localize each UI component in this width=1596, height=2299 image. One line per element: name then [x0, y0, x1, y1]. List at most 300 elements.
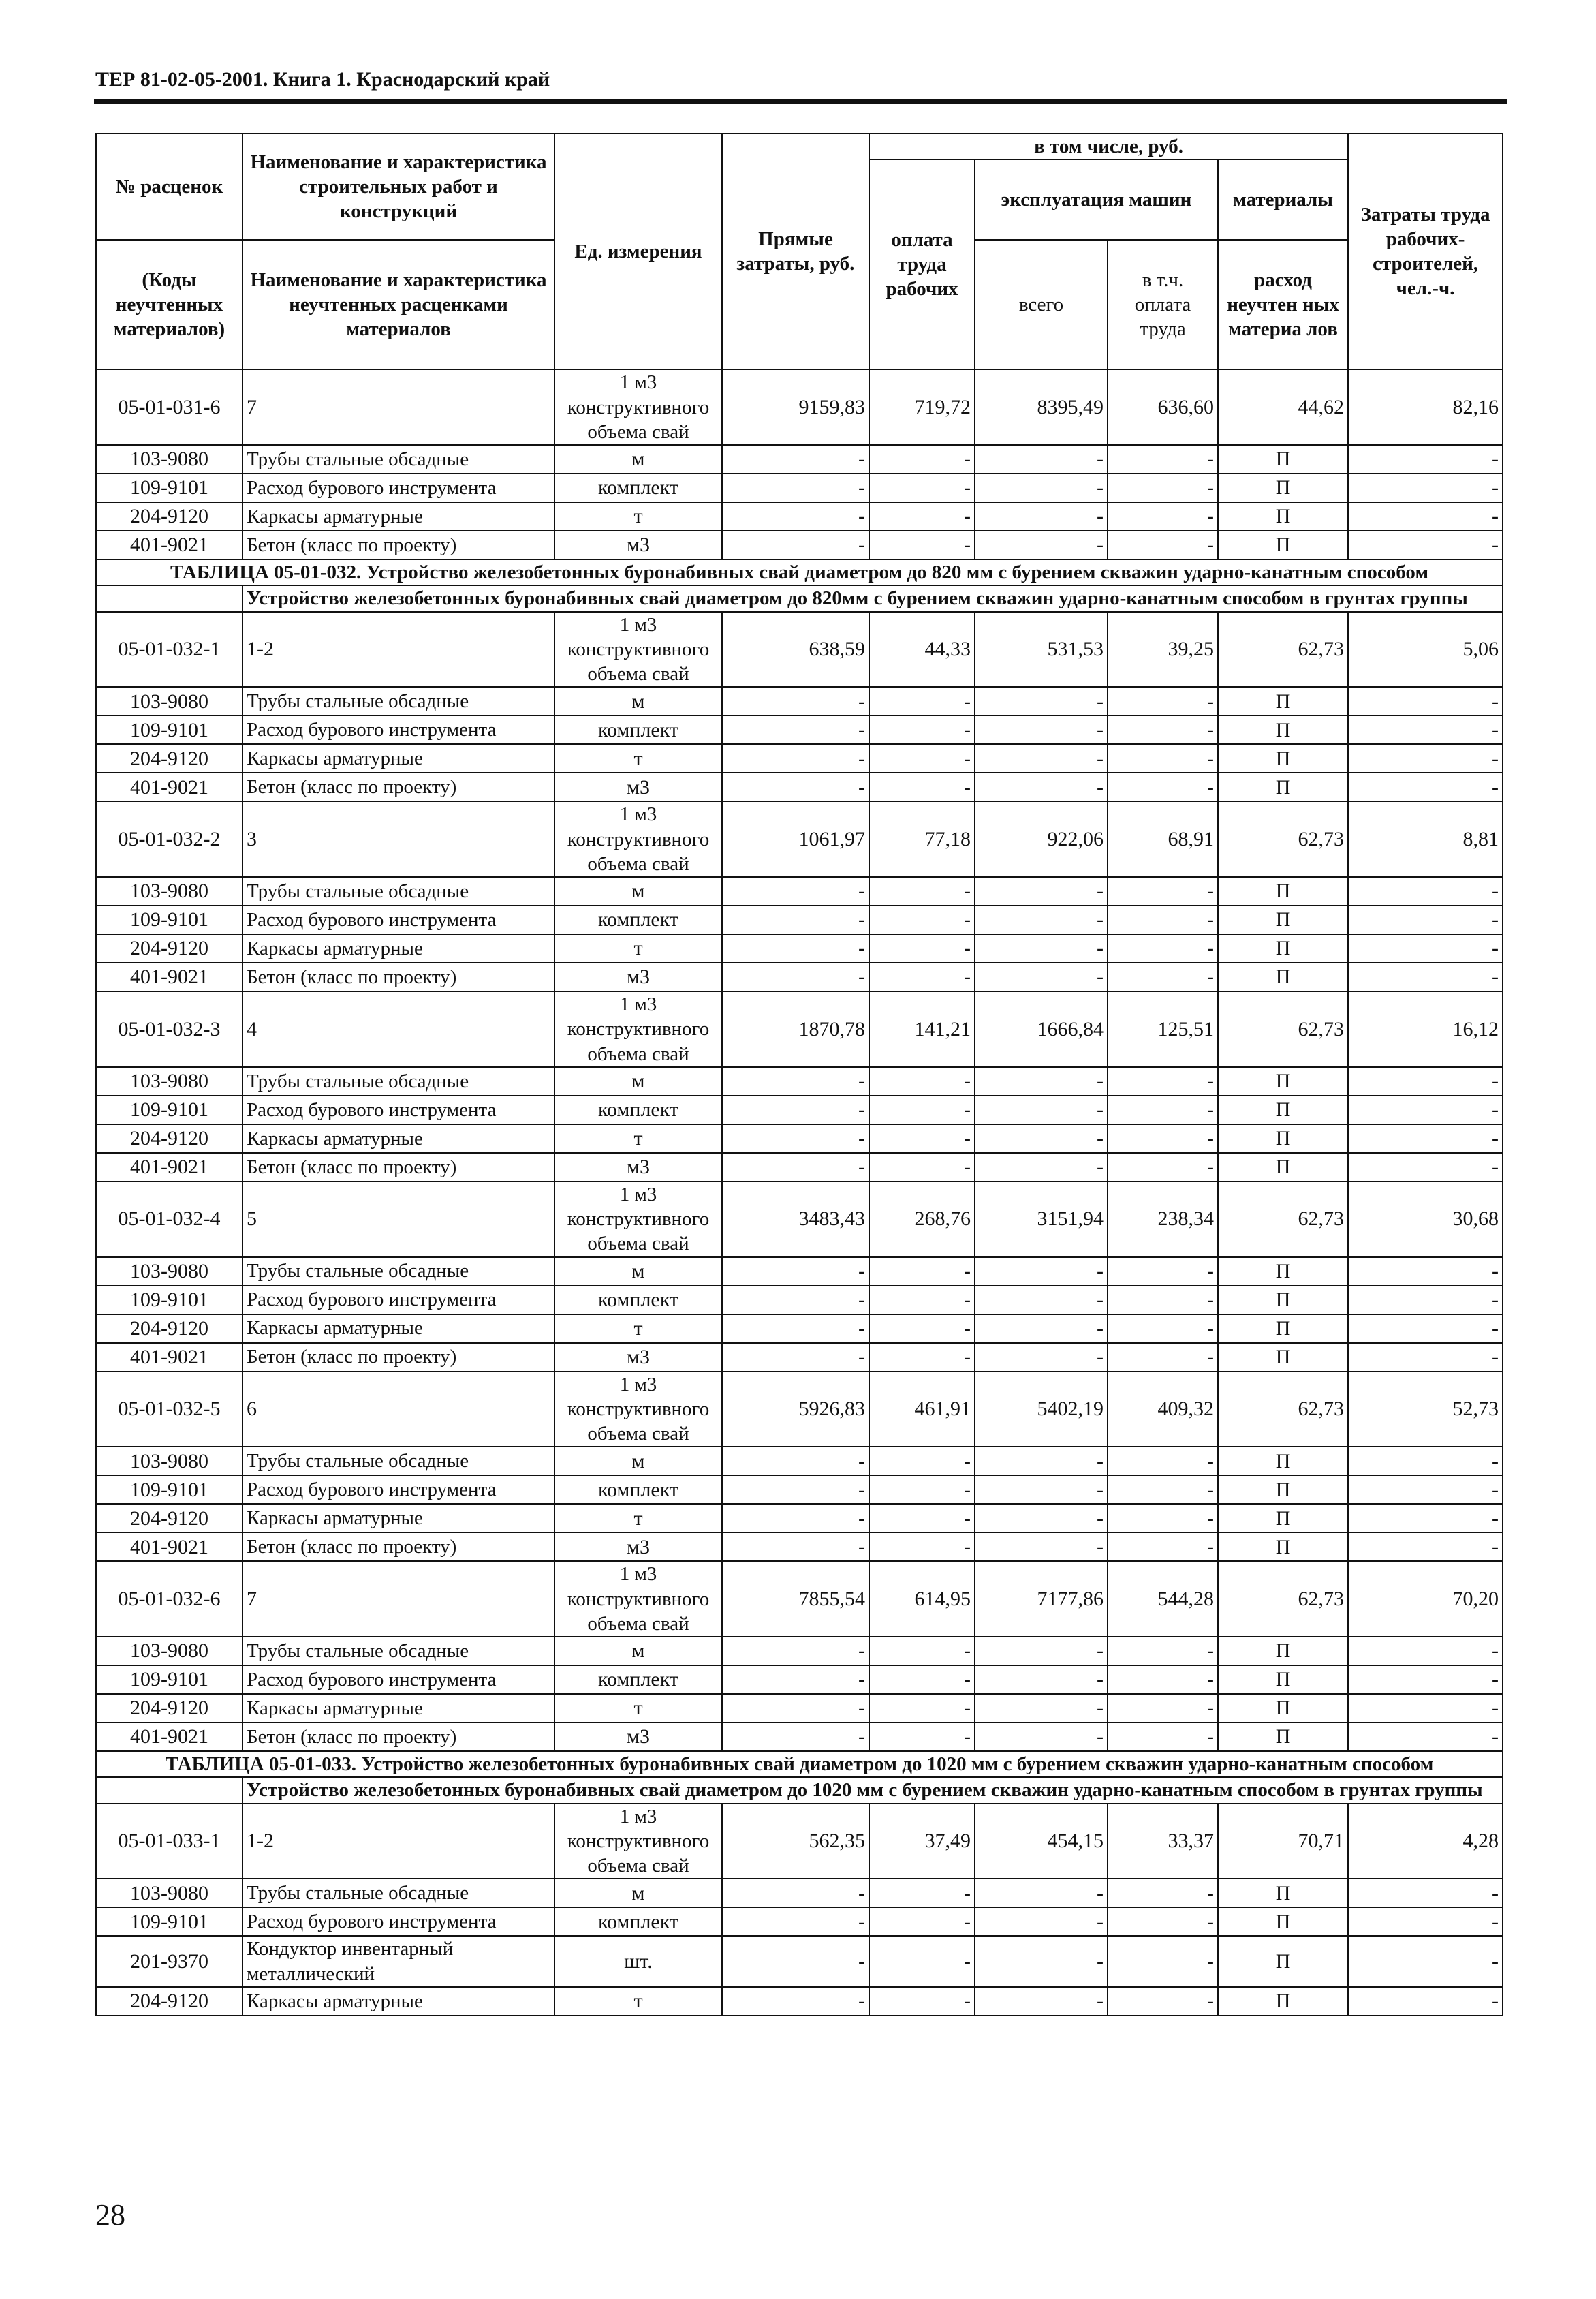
material-row	[96, 1907, 1503, 1936]
material-unaccounted-flag: П	[1218, 1067, 1348, 1096]
material-hours: -	[1348, 1067, 1503, 1096]
material-code: 103-9080	[96, 1447, 242, 1475]
material-unit: шт.	[554, 1936, 722, 1987]
material-hours: -	[1348, 715, 1503, 744]
rate-direct-cost: 9159,83	[722, 369, 869, 445]
rate-machines-labor: 544,28	[1108, 1561, 1218, 1637]
rate-labor-hours: 70,20	[1348, 1561, 1503, 1637]
material-labor: -	[869, 1475, 975, 1504]
material-name: Трубы стальные обсадные	[242, 1447, 554, 1475]
material-unaccounted-flag: П	[1218, 1475, 1348, 1504]
material-name: Трубы стальные обсадные	[242, 1257, 554, 1286]
col-machines-labor-header: в т.ч. оплата труда	[1108, 240, 1218, 369]
material-unit: м3	[554, 1153, 722, 1182]
material-machines-total: -	[975, 1067, 1108, 1096]
col-machines-total-header: всего	[975, 240, 1108, 369]
col-name-header: Наименование и характеристика строительных работ и конструкций	[242, 134, 554, 240]
material-code: 204-9120	[96, 934, 242, 963]
material-unaccounted-flag: П	[1218, 963, 1348, 991]
material-unit: м3	[554, 531, 722, 559]
material-machines-total: -	[975, 1879, 1108, 1907]
material-code: 103-9080	[96, 1067, 242, 1096]
material-machines-labor: -	[1108, 906, 1218, 934]
material-machines-labor: -	[1108, 1879, 1218, 1907]
material-unit: м3	[554, 1723, 722, 1751]
col-including-header: в том числе, руб.	[869, 134, 1348, 159]
material-unaccounted-flag: П	[1218, 934, 1348, 963]
material-code: 103-9080	[96, 1637, 242, 1665]
material-row	[96, 502, 1503, 531]
material-machines-labor: -	[1108, 744, 1218, 773]
rate-labor-cost: 268,76	[869, 1182, 975, 1257]
rate-name: 1-2	[242, 1804, 554, 1879]
material-direct: -	[722, 1532, 869, 1561]
material-direct: -	[722, 1879, 869, 1907]
material-code: 109-9101	[96, 1286, 242, 1314]
material-direct: -	[722, 445, 869, 474]
material-unaccounted-flag: П	[1218, 1504, 1348, 1532]
col-machines-header: эксплуатация машин	[975, 159, 1218, 240]
material-unit: т	[554, 934, 722, 963]
material-unaccounted-flag: П	[1218, 877, 1348, 906]
table-subtitle-row	[96, 1777, 1503, 1803]
material-unaccounted-flag: П	[1218, 1665, 1348, 1694]
rate-unit: 1 м3 конструктивного объема свай	[554, 369, 722, 445]
material-unit: т	[554, 1987, 722, 2016]
rate-labor-hours: 16,12	[1348, 991, 1503, 1067]
material-machines-total: -	[975, 474, 1108, 502]
rate-machines-labor: 68,91	[1108, 801, 1218, 877]
rate-unit: 1 м3 конструктивного объема свай	[554, 1804, 722, 1879]
material-machines-labor: -	[1108, 687, 1218, 715]
material-code: 204-9120	[96, 1987, 242, 2016]
material-labor: -	[869, 1153, 975, 1182]
rate-row	[96, 1372, 1503, 1447]
rate-row	[96, 612, 1503, 688]
rate-machines-labor: 238,34	[1108, 1182, 1218, 1257]
material-row	[96, 744, 1503, 773]
material-name: Каркасы арматурные	[242, 744, 554, 773]
material-hours: -	[1348, 1987, 1503, 2016]
material-name: Расход бурового инструмента	[242, 1907, 554, 1936]
material-machines-labor: -	[1108, 1504, 1218, 1532]
col-code-sub-header: (Коды неучтенных материалов)	[96, 240, 242, 369]
material-unaccounted-flag: П	[1218, 1694, 1348, 1723]
material-labor: -	[869, 715, 975, 744]
material-labor: -	[869, 1879, 975, 1907]
material-machines-labor: -	[1108, 1153, 1218, 1182]
rate-materials: 62,73	[1218, 1561, 1348, 1637]
material-row	[96, 531, 1503, 559]
material-row	[96, 715, 1503, 744]
material-unit: комплект	[554, 474, 722, 502]
material-machines-labor: -	[1108, 934, 1218, 963]
col-materials-unaccounted-header: расход неучтен ных материа лов	[1218, 240, 1348, 369]
subtitle-spacer	[96, 585, 242, 611]
rate-machines-labor: 39,25	[1108, 612, 1218, 688]
material-hours: -	[1348, 502, 1503, 531]
material-unaccounted-flag: П	[1218, 744, 1348, 773]
material-hours: -	[1348, 1343, 1503, 1372]
material-name: Бетон (класс по проекту)	[242, 773, 554, 801]
material-machines-total: -	[975, 1257, 1108, 1286]
material-hours: -	[1348, 687, 1503, 715]
material-name: Расход бурового инструмента	[242, 1665, 554, 1694]
material-unaccounted-flag: П	[1218, 1124, 1348, 1153]
rate-materials: 62,73	[1218, 801, 1348, 877]
material-unaccounted-flag: П	[1218, 1723, 1348, 1751]
material-machines-total: -	[975, 1987, 1108, 2016]
material-machines-total: -	[975, 1314, 1108, 1343]
material-row	[96, 1124, 1503, 1153]
material-direct: -	[722, 1124, 869, 1153]
material-machines-total: -	[975, 715, 1108, 744]
material-machines-total: -	[975, 1936, 1108, 1987]
material-code: 109-9101	[96, 1475, 242, 1504]
material-labor: -	[869, 1447, 975, 1475]
material-row	[96, 877, 1503, 906]
material-machines-total: -	[975, 1124, 1108, 1153]
material-labor: -	[869, 1936, 975, 1987]
rate-code: 05-01-032-2	[96, 801, 242, 877]
material-unit: м	[554, 1067, 722, 1096]
material-machines-labor: -	[1108, 1987, 1218, 2016]
table-subtitle: Устройство железобетонных буронабивных свай диаметром до 820мм с бурением скважин ударно-канатным способом в грунтах группы	[242, 585, 1503, 611]
material-machines-labor: -	[1108, 1694, 1218, 1723]
material-machines-labor: -	[1108, 1096, 1218, 1124]
rate-direct-cost: 638,59	[722, 612, 869, 688]
material-code: 103-9080	[96, 1257, 242, 1286]
material-direct: -	[722, 877, 869, 906]
material-row	[96, 1665, 1503, 1694]
material-unaccounted-flag: П	[1218, 906, 1348, 934]
material-hours: -	[1348, 1936, 1503, 1987]
material-hours: -	[1348, 1153, 1503, 1182]
material-hours: -	[1348, 1096, 1503, 1124]
material-direct: -	[722, 1067, 869, 1096]
material-machines-total: -	[975, 1907, 1108, 1936]
material-machines-labor: -	[1108, 1447, 1218, 1475]
material-unaccounted-flag: П	[1218, 1257, 1348, 1286]
rate-materials: 62,73	[1218, 612, 1348, 688]
material-unit: комплект	[554, 1286, 722, 1314]
material-labor: -	[869, 1532, 975, 1561]
material-hours: -	[1348, 1637, 1503, 1665]
rate-machines-total: 531,53	[975, 612, 1108, 688]
material-direct: -	[722, 1665, 869, 1694]
material-machines-labor: -	[1108, 1286, 1218, 1314]
material-code: 401-9021	[96, 1153, 242, 1182]
material-hours: -	[1348, 1879, 1503, 1907]
material-unit: м	[554, 1447, 722, 1475]
material-machines-total: -	[975, 502, 1108, 531]
rate-unit: 1 м3 конструктивного объема свай	[554, 801, 722, 877]
material-hours: -	[1348, 1286, 1503, 1314]
col-hours-header: Затраты труда рабочих-строителей, чел.-ч.	[1348, 134, 1503, 369]
material-machines-labor: -	[1108, 1257, 1218, 1286]
rate-unit: 1 м3 конструктивного объема свай	[554, 1561, 722, 1637]
material-code: 401-9021	[96, 1532, 242, 1561]
material-machines-total: -	[975, 773, 1108, 801]
material-hours: -	[1348, 1694, 1503, 1723]
material-direct: -	[722, 1987, 869, 2016]
material-machines-total: -	[975, 1637, 1108, 1665]
material-unit: т	[554, 1504, 722, 1532]
material-code: 204-9120	[96, 1124, 242, 1153]
rate-row	[96, 1804, 1503, 1879]
table-subtitle: Устройство железобетонных буронабивных свай диаметром до 1020 мм с бурением скважин ударно-канатным способом в грунтах группы	[242, 1777, 1503, 1803]
rate-name: 7	[242, 369, 554, 445]
material-direct: -	[722, 1343, 869, 1372]
material-name: Расход бурового инструмента	[242, 1096, 554, 1124]
material-labor: -	[869, 474, 975, 502]
material-unaccounted-flag: П	[1218, 1532, 1348, 1561]
rate-name: 7	[242, 1561, 554, 1637]
table-title-row	[96, 1751, 1503, 1777]
material-machines-labor: -	[1108, 1936, 1218, 1987]
rate-unit: 1 м3 конструктивного объема свай	[554, 991, 722, 1067]
material-machines-labor: -	[1108, 445, 1218, 474]
rate-machines-total: 3151,94	[975, 1182, 1108, 1257]
material-machines-total: -	[975, 1447, 1108, 1475]
material-direct: -	[722, 1475, 869, 1504]
material-direct: -	[722, 934, 869, 963]
material-name: Бетон (класс по проекту)	[242, 963, 554, 991]
material-hours: -	[1348, 1504, 1503, 1532]
material-machines-total: -	[975, 744, 1108, 773]
rate-labor-cost: 37,49	[869, 1804, 975, 1879]
rate-materials: 62,73	[1218, 1182, 1348, 1257]
material-labor: -	[869, 1504, 975, 1532]
material-unaccounted-flag: П	[1218, 1879, 1348, 1907]
material-code: 204-9120	[96, 1504, 242, 1532]
material-hours: -	[1348, 1475, 1503, 1504]
material-hours: -	[1348, 531, 1503, 559]
rate-unit: 1 м3 конструктивного объема свай	[554, 1182, 722, 1257]
material-machines-labor: -	[1108, 531, 1218, 559]
material-machines-labor: -	[1108, 715, 1218, 744]
material-row	[96, 1532, 1503, 1561]
rate-materials: 62,73	[1218, 1372, 1348, 1447]
rate-labor-hours: 82,16	[1348, 369, 1503, 445]
material-labor: -	[869, 1665, 975, 1694]
material-code: 109-9101	[96, 715, 242, 744]
material-row	[96, 1343, 1503, 1372]
material-labor: -	[869, 445, 975, 474]
material-unit: комплект	[554, 1665, 722, 1694]
material-machines-labor: -	[1108, 1475, 1218, 1504]
table-title: ТАБЛИЦА 05-01-033. Устройство железобетонных буронабивных свай диаметром до 1020 мм с бурением скважин ударно-канатным способом	[96, 1751, 1503, 1777]
material-row	[96, 1314, 1503, 1343]
material-unaccounted-flag: П	[1218, 1096, 1348, 1124]
material-code: 109-9101	[96, 474, 242, 502]
table-title-row	[96, 559, 1503, 585]
material-machines-labor: -	[1108, 474, 1218, 502]
material-code: 103-9080	[96, 445, 242, 474]
subtitle-spacer	[96, 1777, 242, 1803]
col-labor-header: оплата труда рабочих	[869, 159, 975, 369]
page-header: ТЕР 81-02-05-2001. Книга 1. Краснодарский край	[95, 68, 550, 91]
material-labor: -	[869, 531, 975, 559]
material-machines-total: -	[975, 906, 1108, 934]
rate-labor-cost: 719,72	[869, 369, 975, 445]
rate-machines-labor: 33,37	[1108, 1804, 1218, 1879]
material-labor: -	[869, 1343, 975, 1372]
rate-unit: 1 м3 конструктивного объема свай	[554, 1372, 722, 1447]
material-code: 204-9120	[96, 744, 242, 773]
material-machines-total: -	[975, 531, 1108, 559]
rate-machines-total: 1666,84	[975, 991, 1108, 1067]
material-hours: -	[1348, 773, 1503, 801]
material-row	[96, 1723, 1503, 1751]
material-machines-total: -	[975, 445, 1108, 474]
table-subtitle-row	[96, 585, 1503, 611]
material-direct: -	[722, 963, 869, 991]
material-name: Трубы стальные обсадные	[242, 1067, 554, 1096]
material-code: 103-9080	[96, 687, 242, 715]
material-labor: -	[869, 1723, 975, 1751]
material-machines-labor: -	[1108, 1314, 1218, 1343]
material-code: 204-9120	[96, 1314, 242, 1343]
material-labor: -	[869, 1286, 975, 1314]
material-direct: -	[722, 1314, 869, 1343]
rate-row	[96, 369, 1503, 445]
rate-materials: 44,62	[1218, 369, 1348, 445]
rate-labor-cost: 44,33	[869, 612, 975, 688]
material-machines-labor: -	[1108, 1343, 1218, 1372]
material-hours: -	[1348, 1907, 1503, 1936]
material-unaccounted-flag: П	[1218, 715, 1348, 744]
material-unit: комплект	[554, 1907, 722, 1936]
col-materials-header: материалы	[1218, 159, 1348, 240]
material-hours: -	[1348, 445, 1503, 474]
material-machines-total: -	[975, 1532, 1108, 1561]
material-machines-total: -	[975, 1723, 1108, 1751]
rate-machines-total: 7177,86	[975, 1561, 1108, 1637]
material-machines-total: -	[975, 1665, 1108, 1694]
table-title: ТАБЛИЦА 05-01-032. Устройство железобетонных буронабивных свай диаметром до 820 мм с бурением скважин ударно-канатным способом	[96, 559, 1503, 585]
rate-labor-hours: 5,06	[1348, 612, 1503, 688]
rate-row	[96, 801, 1503, 877]
material-row	[96, 906, 1503, 934]
material-unaccounted-flag: П	[1218, 773, 1348, 801]
material-name: Каркасы арматурные	[242, 1124, 554, 1153]
material-code: 109-9101	[96, 1665, 242, 1694]
rate-labor-cost: 141,21	[869, 991, 975, 1067]
material-hours: -	[1348, 963, 1503, 991]
material-unit: комплект	[554, 906, 722, 934]
col-name-sub-header: Наименование и характеристика неучтенных расценками материалов	[242, 240, 554, 369]
rate-name: 6	[242, 1372, 554, 1447]
rate-name: 1-2	[242, 612, 554, 688]
material-name: Каркасы арматурные	[242, 934, 554, 963]
material-code: 204-9120	[96, 502, 242, 531]
material-labor: -	[869, 906, 975, 934]
material-machines-labor: -	[1108, 1124, 1218, 1153]
table-body	[96, 369, 1503, 2016]
material-labor: -	[869, 1637, 975, 1665]
material-hours: -	[1348, 1665, 1503, 1694]
rate-code: 05-01-032-5	[96, 1372, 242, 1447]
material-unit: м3	[554, 963, 722, 991]
material-row	[96, 1936, 1503, 1987]
material-code: 401-9021	[96, 531, 242, 559]
material-unaccounted-flag: П	[1218, 1907, 1348, 1936]
col-code-header: № расценок	[96, 134, 242, 240]
rate-code: 05-01-031-6	[96, 369, 242, 445]
material-unaccounted-flag: П	[1218, 1637, 1348, 1665]
material-direct: -	[722, 1153, 869, 1182]
material-name: Расход бурового инструмента	[242, 715, 554, 744]
material-labor: -	[869, 502, 975, 531]
material-unit: комплект	[554, 1096, 722, 1124]
material-name: Каркасы арматурные	[242, 502, 554, 531]
rate-direct-cost: 562,35	[722, 1804, 869, 1879]
material-unit: комплект	[554, 1475, 722, 1504]
material-direct: -	[722, 531, 869, 559]
material-code: 204-9120	[96, 1694, 242, 1723]
material-unaccounted-flag: П	[1218, 1447, 1348, 1475]
material-labor: -	[869, 1096, 975, 1124]
rate-name: 5	[242, 1182, 554, 1257]
table-header	[96, 134, 1503, 369]
rate-machines-labor: 125,51	[1108, 991, 1218, 1067]
material-direct: -	[722, 1694, 869, 1723]
material-row	[96, 1694, 1503, 1723]
material-direct: -	[722, 1447, 869, 1475]
material-labor: -	[869, 963, 975, 991]
material-unit: м	[554, 687, 722, 715]
material-hours: -	[1348, 877, 1503, 906]
material-direct: -	[722, 1504, 869, 1532]
material-unaccounted-flag: П	[1218, 1987, 1348, 2016]
material-unaccounted-flag: П	[1218, 1343, 1348, 1372]
material-row	[96, 1475, 1503, 1504]
material-labor: -	[869, 1257, 975, 1286]
material-unaccounted-flag: П	[1218, 531, 1348, 559]
page-number: 28	[95, 2198, 125, 2232]
material-unit: т	[554, 502, 722, 531]
rate-machines-total: 922,06	[975, 801, 1108, 877]
material-code: 401-9021	[96, 773, 242, 801]
material-labor: -	[869, 934, 975, 963]
rate-labor-hours: 30,68	[1348, 1182, 1503, 1257]
material-name: Бетон (класс по проекту)	[242, 531, 554, 559]
material-direct: -	[722, 744, 869, 773]
material-labor: -	[869, 1987, 975, 2016]
rate-machines-total: 5402,19	[975, 1372, 1108, 1447]
material-row	[96, 934, 1503, 963]
material-hours: -	[1348, 1314, 1503, 1343]
material-labor: -	[869, 1907, 975, 1936]
rate-materials: 70,71	[1218, 1804, 1348, 1879]
material-unit: м3	[554, 1343, 722, 1372]
material-machines-labor: -	[1108, 1665, 1218, 1694]
material-code: 401-9021	[96, 1723, 242, 1751]
material-row	[96, 1637, 1503, 1665]
material-machines-total: -	[975, 1504, 1108, 1532]
material-labor: -	[869, 687, 975, 715]
material-code: 103-9080	[96, 877, 242, 906]
material-unaccounted-flag: П	[1218, 1936, 1348, 1987]
material-labor: -	[869, 1314, 975, 1343]
rate-direct-cost: 1870,78	[722, 991, 869, 1067]
rate-code: 05-01-032-1	[96, 612, 242, 688]
material-unaccounted-flag: П	[1218, 1153, 1348, 1182]
material-name: Бетон (класс по проекту)	[242, 1153, 554, 1182]
rate-code: 05-01-033-1	[96, 1804, 242, 1879]
material-unit: т	[554, 1694, 722, 1723]
